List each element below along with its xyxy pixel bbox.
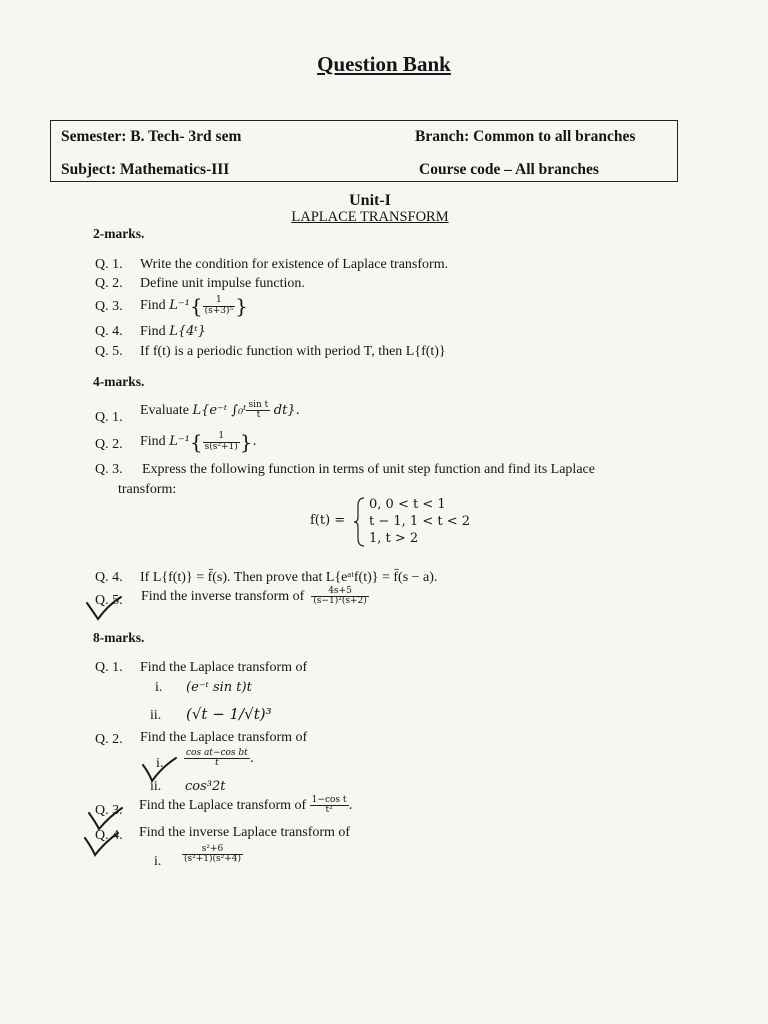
- question-text: Find the Laplace transform of: [140, 660, 308, 675]
- question-number: Q. 4.: [95, 828, 123, 843]
- handwritten-checkmark-icon: [82, 830, 122, 860]
- question-number: Q. 4.: [95, 324, 123, 339]
- section-eight-marks: 8-marks.: [93, 630, 145, 645]
- branch-label: Branch: Common to all branches: [415, 128, 636, 145]
- fraction: $\frac{\text{s²+6}}{\text{(s²+1)(s²+4)}}$: [184, 844, 242, 865]
- question-text: Find L{4ᵗ}: [140, 324, 206, 339]
- question-text: Write the condition for existence of Laplace transform.: [140, 257, 449, 272]
- question-number: Q. 3.: [95, 462, 123, 477]
- question-text: Define unit impulse function.: [140, 276, 305, 291]
- page-title: Question Bank: [317, 52, 451, 76]
- question-number: Q. 2.: [95, 437, 123, 452]
- question-text: Evaluate L{e⁻ᵗ ∫₀ᵗ $\frac{\text{sin t}}{t}$ dt}.: [140, 400, 300, 421]
- piecewise-row: 1, t > 2: [369, 531, 419, 546]
- section-two-marks: 2-marks.: [93, 226, 145, 241]
- question-number: Q. 1.: [95, 257, 123, 272]
- piecewise-row: t − 1, 1 < t < 2: [369, 514, 470, 529]
- part-math: (e⁻ᵗ sin t)t: [186, 680, 252, 695]
- question-text: Express the following function in terms of unit step function and find its Laplace: [142, 462, 595, 477]
- course-info-box: [50, 120, 678, 182]
- piecewise-brace: [352, 496, 366, 548]
- fraction: $\frac{1}{\text{s(s²+1)}}$: [204, 431, 238, 452]
- question-number: Q. 2.: [95, 732, 123, 747]
- question-number: Q. 1.: [95, 660, 123, 675]
- question-text: Find the inverse transform of $\frac{4s+5}{\text{(s−1)²(s+2)}}$: [141, 586, 367, 607]
- question-number: Q. 5.: [95, 593, 123, 608]
- unit-topic: LAPLACE TRANSFORM: [291, 209, 449, 225]
- fraction: $\frac{1}{\text{(s+3)⁵}}$: [204, 295, 234, 316]
- subject-label: Subject: Mathematics-III: [61, 161, 230, 178]
- unit-heading: Unit-I: [349, 192, 391, 209]
- question-text-continued: transform:: [118, 482, 177, 497]
- course-code-label: Course code – All branches: [419, 161, 599, 178]
- fraction: $\frac{\text{1−cos t}}{\text{t²}}$: [311, 795, 347, 816]
- part-label: i.: [154, 854, 162, 869]
- handwritten-checkmark-icon: [84, 595, 124, 625]
- fraction: $\frac{\text{cos at−cos bt}}{t}$: [186, 748, 248, 769]
- fraction: $\frac{4s+5}{\text{(s−1)²(s+2)}}$: [313, 586, 367, 607]
- question-text: If L{f(t)} = f̄(s). Then prove that L{eᵃᵗf(t)} = f̄(s − a).: [140, 570, 438, 585]
- part-label: ii.: [150, 708, 162, 723]
- part-label: i.: [156, 756, 164, 771]
- handwritten-checkmark-icon: [140, 755, 180, 785]
- piecewise-row: 0, 0 < t < 1: [369, 497, 446, 512]
- question-number: Q. 1.: [95, 410, 123, 425]
- question-number: Q. 5.: [95, 344, 123, 359]
- part-math: $\frac{\text{cos at−cos bt}}{t}$ .: [186, 748, 254, 769]
- part-math: cos³2t: [185, 779, 226, 794]
- question-text: Find the Laplace transform of $\frac{\text{1−cos t}}{\text{t²}}$ .: [139, 795, 353, 816]
- question-number: Q. 3.: [95, 803, 123, 818]
- piecewise-lhs: f(t) =: [310, 513, 346, 528]
- section-four-marks: 4-marks.: [93, 374, 145, 389]
- question-text: Find the Laplace transform of: [140, 730, 308, 745]
- part-math: [182, 845, 243, 865]
- question-text: Find L⁻¹{ $\frac{1}{\text{(s+3)⁵}}$ }: [140, 294, 248, 318]
- fraction: $\frac{\text{sin t}}{t}$: [248, 400, 269, 421]
- question-text: If f(t) is a periodic function with period T, then L{f(t)}: [140, 344, 446, 359]
- part-math: (√t − 1/√t)³: [186, 705, 272, 723]
- question-number: Q. 3.: [95, 299, 123, 314]
- part-label: i.: [155, 680, 163, 695]
- semester-label: Semester: B. Tech- 3rd sem: [61, 128, 242, 145]
- question-number: Q. 4.: [95, 570, 123, 585]
- part-label: ii.: [150, 779, 162, 794]
- question-number: Q. 2.: [95, 276, 123, 291]
- question-text: Find the inverse Laplace transform of: [139, 825, 351, 840]
- question-text: Find L⁻¹{ $\frac{1}{\text{s(s²+1)}}$ }.: [140, 430, 257, 454]
